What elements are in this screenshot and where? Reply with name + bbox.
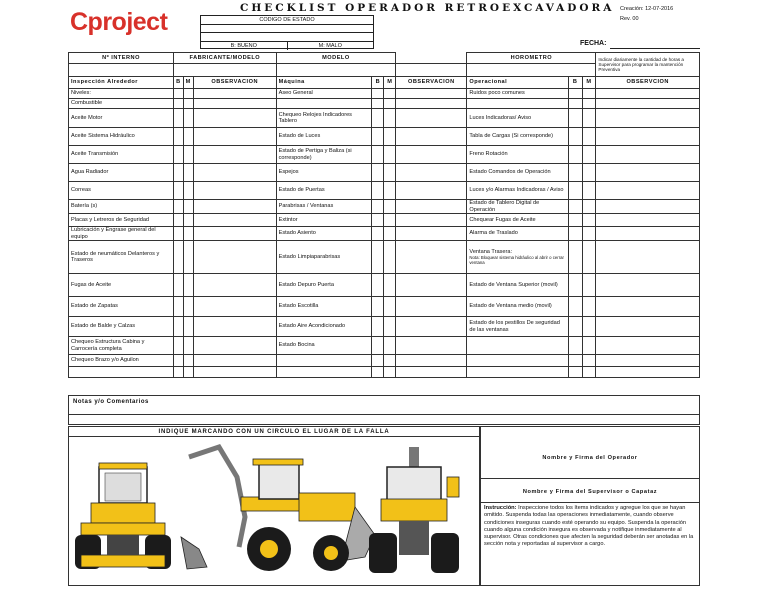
machine-m-cell[interactable] <box>384 214 396 227</box>
operational-m-cell[interactable] <box>582 200 596 214</box>
legend-good: B: BUENO <box>201 42 288 51</box>
machine-b-cell[interactable] <box>372 317 384 337</box>
status-code-legend <box>201 42 373 51</box>
inspection-item-label: Estado de Zapatas <box>69 297 174 317</box>
inspection-observation-cell[interactable] <box>193 214 276 227</box>
operational-b-cell[interactable] <box>568 128 582 146</box>
machine-m-cell[interactable] <box>384 200 396 214</box>
inspection-observation-cell[interactable] <box>193 109 276 128</box>
inspection-item-label: Lubricación y Engrase general del equipo <box>69 227 174 241</box>
operational-item-label: Ruidos poco comunes <box>467 89 568 99</box>
inspection-item-label <box>69 367 174 378</box>
observation-column-header: OBSERVCION <box>596 77 700 89</box>
instructions-text <box>481 503 699 551</box>
operational-b-cell[interactable] <box>568 227 582 241</box>
observation-column-header: OBSERVACION <box>193 77 276 89</box>
inspection-m-cell[interactable] <box>183 109 193 128</box>
machine-item-label: Espejos <box>276 164 372 182</box>
inspection-observation-cell[interactable] <box>193 146 276 164</box>
inspection-m-cell[interactable] <box>183 367 193 378</box>
checklist-row <box>69 297 700 317</box>
checklist-table <box>68 52 700 378</box>
section-machine-header: Máquina <box>276 77 372 89</box>
operational-m-cell[interactable] <box>582 214 596 227</box>
operational-observation-cell[interactable] <box>596 109 700 128</box>
company-logo: Cproject <box>70 8 168 36</box>
m-column-header: M <box>582 77 596 89</box>
inspection-item-label: Aceite Motor <box>69 109 174 128</box>
inspection-b-cell[interactable] <box>174 146 184 164</box>
creation-date: Creación: 12-07-2016 <box>620 6 674 12</box>
inspection-m-cell[interactable] <box>183 99 193 109</box>
ventana-note: Nota: Bloquear sistema hidráulico al abrir o cerrar ventana <box>469 255 564 266</box>
operational-b-cell[interactable] <box>568 214 582 227</box>
machine-observation-cell[interactable] <box>396 89 467 99</box>
operational-observation-cell[interactable] <box>596 214 700 227</box>
operational-observation-cell[interactable] <box>596 367 700 378</box>
machine-item-label: Aseo General <box>276 89 372 99</box>
operational-m-cell[interactable] <box>582 109 596 128</box>
machine-observation-cell[interactable] <box>396 227 467 241</box>
inspection-b-cell[interactable] <box>174 367 184 378</box>
operational-item-label: Luces y/o Alarmas Indicadoras / Aviso <box>467 182 568 200</box>
inspection-observation-cell[interactable] <box>193 297 276 317</box>
machine-item-label: Estado Escotilla <box>276 297 372 317</box>
inspection-item-label: Chequeo Brazo y/o Aguilon <box>69 355 174 367</box>
operational-m-cell[interactable] <box>582 367 596 378</box>
inspection-observation-cell[interactable] <box>193 355 276 367</box>
machine-m-cell[interactable] <box>384 274 396 297</box>
section-inspection-header: Inspección Alrededor <box>69 77 174 89</box>
internal-number-header: Nº INTERNO <box>69 53 174 64</box>
inspection-observation-cell[interactable] <box>193 99 276 109</box>
machine-b-cell[interactable] <box>372 241 384 274</box>
inspection-item-label: Fugas de Aceite <box>69 274 174 297</box>
document-title: CHECKLIST OPERADOR RETROEXCAVADORA <box>240 2 615 14</box>
operational-item-label <box>467 355 568 367</box>
machine-m-cell[interactable] <box>384 89 396 99</box>
operational-b-cell[interactable] <box>568 99 582 109</box>
hourmeter-header: HOROMETRO <box>467 53 596 64</box>
manufacturer-header: FABRICANTE/MODELO <box>174 53 277 64</box>
inspection-b-cell[interactable] <box>174 297 184 317</box>
machine-observation-cell[interactable] <box>396 297 467 317</box>
operational-observation-cell[interactable] <box>596 297 700 317</box>
operational-b-cell[interactable] <box>568 337 582 355</box>
inspection-observation-cell[interactable] <box>193 200 276 214</box>
operational-observation-cell[interactable] <box>596 241 700 274</box>
operational-observation-cell[interactable] <box>596 89 700 99</box>
inspection-b-cell[interactable] <box>174 109 184 128</box>
machine-observation-cell[interactable] <box>396 146 467 164</box>
machine-b-cell[interactable] <box>372 274 384 297</box>
inspection-item-label: Estado de Balde y Calzas <box>69 317 174 337</box>
inspection-b-cell[interactable] <box>174 337 184 355</box>
operational-b-cell[interactable] <box>568 109 582 128</box>
operational-item-text: Ventana Trasera: <box>469 248 512 255</box>
machine-m-cell[interactable] <box>384 297 396 317</box>
operational-m-cell[interactable] <box>582 241 596 274</box>
machine-m-cell[interactable] <box>384 227 396 241</box>
internal-number-field[interactable] <box>69 64 174 77</box>
machine-b-cell[interactable] <box>372 200 384 214</box>
inspection-b-cell[interactable] <box>174 164 184 182</box>
inspection-m-cell[interactable] <box>183 146 193 164</box>
operator-signature-field[interactable] <box>481 427 699 479</box>
machine-observation-cell[interactable] <box>396 317 467 337</box>
operational-item-label: Alarma de Traslado <box>467 227 568 241</box>
operator-signature-label: Nombre y Firma del Operador <box>542 455 638 461</box>
machine-item-label: Estado Bocina <box>276 337 372 355</box>
date-field[interactable] <box>610 48 700 49</box>
operational-observation-cell[interactable] <box>596 227 700 241</box>
checklist-row <box>69 337 700 355</box>
machine-observation-cell[interactable] <box>396 99 467 109</box>
manufacturer-field[interactable] <box>174 64 277 77</box>
machine-observation-cell[interactable] <box>396 337 467 355</box>
inspection-m-cell[interactable] <box>183 164 193 182</box>
operational-observation-cell[interactable] <box>596 128 700 146</box>
section-operational-header: Operacional <box>467 77 568 89</box>
b-column-header: B <box>372 77 384 89</box>
operational-b-cell[interactable] <box>568 355 582 367</box>
machine-b-cell[interactable] <box>372 355 384 367</box>
supervisor-signature-field[interactable] <box>481 479 699 503</box>
operational-b-cell[interactable] <box>568 200 582 214</box>
inspection-item-label: Combustible <box>69 99 174 109</box>
inspection-b-cell[interactable] <box>174 241 184 274</box>
machine-m-cell[interactable] <box>384 182 396 200</box>
inspection-m-cell[interactable] <box>183 214 193 227</box>
machine-m-cell[interactable] <box>384 355 396 367</box>
m-column-header: M <box>183 77 193 89</box>
operational-m-cell[interactable] <box>582 274 596 297</box>
machine-item-label: Chequeo Relojes Indicadores Tablero <box>276 109 372 128</box>
status-code-label: CODIGO DE ESTADO <box>201 16 373 25</box>
machine-observation-cell[interactable] <box>396 109 467 128</box>
inspection-b-cell[interactable] <box>174 355 184 367</box>
machine-item-label: Parabrisas / Ventanas <box>276 200 372 214</box>
inspection-m-cell[interactable] <box>183 89 193 99</box>
inspection-item-label: Chequeo Estructura Cabina y Carrocería completa <box>69 337 174 355</box>
status-code-box <box>200 15 374 49</box>
inspection-b-cell[interactable] <box>174 99 184 109</box>
machine-item-label: Estado de Luces <box>276 128 372 146</box>
checklist-row <box>69 274 700 297</box>
m-column-header: M <box>384 77 396 89</box>
operational-b-cell[interactable] <box>568 182 582 200</box>
checklist-row <box>69 227 700 241</box>
instructions-label: Instrucción: <box>484 505 517 511</box>
fault-diagram <box>68 426 480 586</box>
operational-m-cell[interactable] <box>582 146 596 164</box>
machine-b-cell[interactable] <box>372 146 384 164</box>
checklist-row <box>69 317 700 337</box>
machine-b-cell[interactable] <box>372 337 384 355</box>
operational-item-label: Estado Comandos de Operación <box>467 164 568 182</box>
machine-b-cell[interactable] <box>372 109 384 128</box>
hourmeter-field[interactable] <box>467 64 596 77</box>
model-field[interactable] <box>276 64 396 77</box>
status-code-empty-row <box>201 25 373 34</box>
notes-box[interactable] <box>68 395 700 425</box>
checklist-row <box>69 146 700 164</box>
inspection-observation-cell[interactable] <box>193 337 276 355</box>
inspection-observation-cell[interactable] <box>193 317 276 337</box>
operational-b-cell[interactable] <box>568 241 582 274</box>
diagram-title: INDIQUE MARCANDO CON UN CIRCULO EL LUGAR DE LA FALLA <box>69 427 479 437</box>
machine-observation-cell[interactable] <box>396 274 467 297</box>
operational-item-label: Freno Rotación <box>467 146 568 164</box>
operational-item-label <box>467 99 568 109</box>
machine-item-label: Extintor <box>276 214 372 227</box>
inspection-item-label: Niveles: <box>69 89 174 99</box>
backhoe-illustrations[interactable] <box>69 437 479 585</box>
operational-item-label: Luces Indicadoras/ Aviso <box>467 109 568 128</box>
b-column-header: B <box>568 77 582 89</box>
inspection-observation-cell[interactable] <box>193 274 276 297</box>
inspection-b-cell[interactable] <box>174 317 184 337</box>
operational-observation-cell[interactable] <box>596 164 700 182</box>
checklist-row <box>69 182 700 200</box>
inspection-b-cell[interactable] <box>174 128 184 146</box>
machine-b-cell[interactable] <box>372 182 384 200</box>
machine-b-cell[interactable] <box>372 297 384 317</box>
inspection-m-cell[interactable] <box>183 241 193 274</box>
operational-item-label: Chequear Fugas de Aceite <box>467 214 568 227</box>
checklist-row <box>69 109 700 128</box>
inspection-item-label: Agua Radiador <box>69 164 174 182</box>
operational-m-cell[interactable] <box>582 227 596 241</box>
machine-b-cell[interactable] <box>372 164 384 182</box>
machine-b-cell[interactable] <box>372 89 384 99</box>
inspection-m-cell[interactable] <box>183 355 193 367</box>
checklist-row <box>69 99 700 109</box>
checklist-row <box>69 200 700 214</box>
inspection-item-label: Placas y Letreros de Seguridad <box>69 214 174 227</box>
operational-m-cell[interactable] <box>582 337 596 355</box>
operational-m-cell[interactable] <box>582 317 596 337</box>
machine-observation-cell[interactable] <box>396 355 467 367</box>
machine-m-cell[interactable] <box>384 109 396 128</box>
operational-item-label <box>467 367 568 378</box>
operational-observation-cell[interactable] <box>596 146 700 164</box>
operational-b-cell[interactable] <box>568 274 582 297</box>
inspection-b-cell[interactable] <box>174 214 184 227</box>
operational-m-cell[interactable] <box>582 128 596 146</box>
operational-observation-cell[interactable] <box>596 200 700 214</box>
supervisor-signature-label: Nombre y Firma del Supervisor o Capataz <box>522 489 658 495</box>
instructions-body: Inspeccione todos los ítems indicados y agregue los que se hayan omitido. Suspenda todas las operaciones inmediatamente, cuando observe condiciones inseguras cuando esté operando su equipo. Suspenda la operación cuando alguna condición insegura es observada y notifique inmediatamente al supervisor. Otras condiciones que afecten la seguridad deberán ser anotadas en la sección nota y reportadas al supervisor a cargo. <box>484 505 694 548</box>
operational-b-cell[interactable] <box>568 146 582 164</box>
operational-item-label: Estado de Tablero Digital de Operación <box>467 200 568 214</box>
operational-m-cell[interactable] <box>582 99 596 109</box>
legend-bad: M: MALO <box>318 42 342 49</box>
machine-m-cell[interactable] <box>384 164 396 182</box>
inspection-item-label: Aceite Sistema Hidráulico <box>69 128 174 146</box>
machine-observation-cell[interactable] <box>396 164 467 182</box>
inspection-b-cell[interactable] <box>174 227 184 241</box>
machine-observation-cell[interactable] <box>396 367 467 378</box>
operational-observation-cell[interactable] <box>596 99 700 109</box>
inspection-m-cell[interactable] <box>183 274 193 297</box>
inspection-m-cell[interactable] <box>183 317 193 337</box>
notes-divider <box>69 414 699 415</box>
operational-item-label: Tabla de Cargas (Si corresponde) <box>467 128 568 146</box>
operational-observation-cell[interactable] <box>596 337 700 355</box>
inspection-observation-cell[interactable] <box>193 182 276 200</box>
hourmeter-note: Indicar diariamente la cantidad de horas a Supervisor para programar la mantención Preventiva <box>596 53 700 77</box>
operational-m-cell[interactable] <box>582 89 596 99</box>
operational-observation-cell[interactable] <box>596 355 700 367</box>
checklist-row <box>69 214 700 227</box>
inspection-item-label: Correas <box>69 182 174 200</box>
signature-panel <box>480 426 700 586</box>
machine-m-cell[interactable] <box>384 367 396 378</box>
machine-b-cell[interactable] <box>372 367 384 378</box>
checklist-row <box>69 128 700 146</box>
notes-label: Notas y/o Comentarios <box>73 399 149 405</box>
inspection-item-label: Estado de neumáticos Delanteros y Traseros <box>69 241 174 274</box>
machine-m-cell[interactable] <box>384 146 396 164</box>
inspection-observation-cell[interactable] <box>193 367 276 378</box>
machine-b-cell[interactable] <box>372 99 384 109</box>
operational-m-cell[interactable] <box>582 164 596 182</box>
operational-m-cell[interactable] <box>582 297 596 317</box>
backhoe-rear-view[interactable] <box>369 447 459 573</box>
machine-item-label <box>276 355 372 367</box>
inspection-observation-cell[interactable] <box>193 128 276 146</box>
checklist-row <box>69 367 700 378</box>
operational-observation-cell[interactable] <box>596 317 700 337</box>
backhoe-side-view[interactable] <box>181 447 375 571</box>
inspection-observation-cell[interactable] <box>193 241 276 274</box>
operational-b-cell[interactable] <box>568 297 582 317</box>
machine-item-label <box>276 99 372 109</box>
inspection-b-cell[interactable] <box>174 200 184 214</box>
operational-b-cell[interactable] <box>568 367 582 378</box>
machine-observation-cell[interactable] <box>396 214 467 227</box>
machine-observation-cell[interactable] <box>396 241 467 274</box>
machine-observation-cell[interactable] <box>396 128 467 146</box>
operational-item-label <box>467 337 568 355</box>
machine-b-cell[interactable] <box>372 214 384 227</box>
inspection-b-cell[interactable] <box>174 274 184 297</box>
checklist-row <box>69 164 700 182</box>
machine-b-cell[interactable] <box>372 227 384 241</box>
machine-m-cell[interactable] <box>384 241 396 274</box>
inspection-observation-cell[interactable] <box>193 89 276 99</box>
operational-item-label: Estado de los pestillos De seguridad de las ventanas <box>467 317 568 337</box>
operational-m-cell[interactable] <box>582 355 596 367</box>
inspection-m-cell[interactable] <box>183 200 193 214</box>
machine-item-label <box>276 367 372 378</box>
machine-b-cell[interactable] <box>372 128 384 146</box>
operational-observation-cell[interactable] <box>596 274 700 297</box>
inspection-m-cell[interactable] <box>183 297 193 317</box>
machine-item-label: Estado de Puertas <box>276 182 372 200</box>
revision-number: Rev. 00 <box>620 16 639 22</box>
checklist-row <box>69 89 700 99</box>
model-header: MODELO <box>276 53 396 64</box>
operational-b-cell[interactable] <box>568 89 582 99</box>
operational-item-label <box>467 241 568 274</box>
date-label: FECHA: <box>580 40 607 47</box>
machine-m-cell[interactable] <box>384 99 396 109</box>
backhoe-front-view[interactable] <box>75 463 171 569</box>
machine-observation-cell[interactable] <box>396 182 467 200</box>
operational-item-label: Estado de Ventana Superior (movil) <box>467 274 568 297</box>
machine-item-label: Estado Depuro Puerta <box>276 274 372 297</box>
inspection-b-cell[interactable] <box>174 182 184 200</box>
operational-observation-cell[interactable] <box>596 182 700 200</box>
inspection-m-cell[interactable] <box>183 227 193 241</box>
machine-m-cell[interactable] <box>384 128 396 146</box>
inspection-m-cell[interactable] <box>183 337 193 355</box>
inspection-m-cell[interactable] <box>183 182 193 200</box>
machine-observation-cell[interactable] <box>396 200 467 214</box>
operational-b-cell[interactable] <box>568 317 582 337</box>
inspection-item-label: Batería (s) <box>69 200 174 214</box>
machine-item-label: Estado de Pertiga y Baliza (si corresponde) <box>276 146 372 164</box>
operational-b-cell[interactable] <box>568 164 582 182</box>
inspection-observation-cell[interactable] <box>193 164 276 182</box>
machine-item-label: Estado Limpiaparabrisas <box>276 241 372 274</box>
inspection-observation-cell[interactable] <box>193 227 276 241</box>
status-code-empty-row <box>201 33 373 42</box>
operational-m-cell[interactable] <box>582 182 596 200</box>
machine-item-label: Estado Aire Acondicionado <box>276 317 372 337</box>
observation-column-header: OBSERVACION <box>396 77 467 89</box>
operational-item-label: Estado de Ventana medio (movil) <box>467 297 568 317</box>
machine-item-label: Estado Asiento <box>276 227 372 241</box>
machine-m-cell[interactable] <box>384 337 396 355</box>
b-column-header: B <box>174 77 184 89</box>
machine-m-cell[interactable] <box>384 317 396 337</box>
checklist-row <box>69 241 700 274</box>
inspection-m-cell[interactable] <box>183 128 193 146</box>
inspection-b-cell[interactable] <box>174 89 184 99</box>
checklist-row <box>69 355 700 367</box>
inspection-item-label: Aceite Transmisión <box>69 146 174 164</box>
